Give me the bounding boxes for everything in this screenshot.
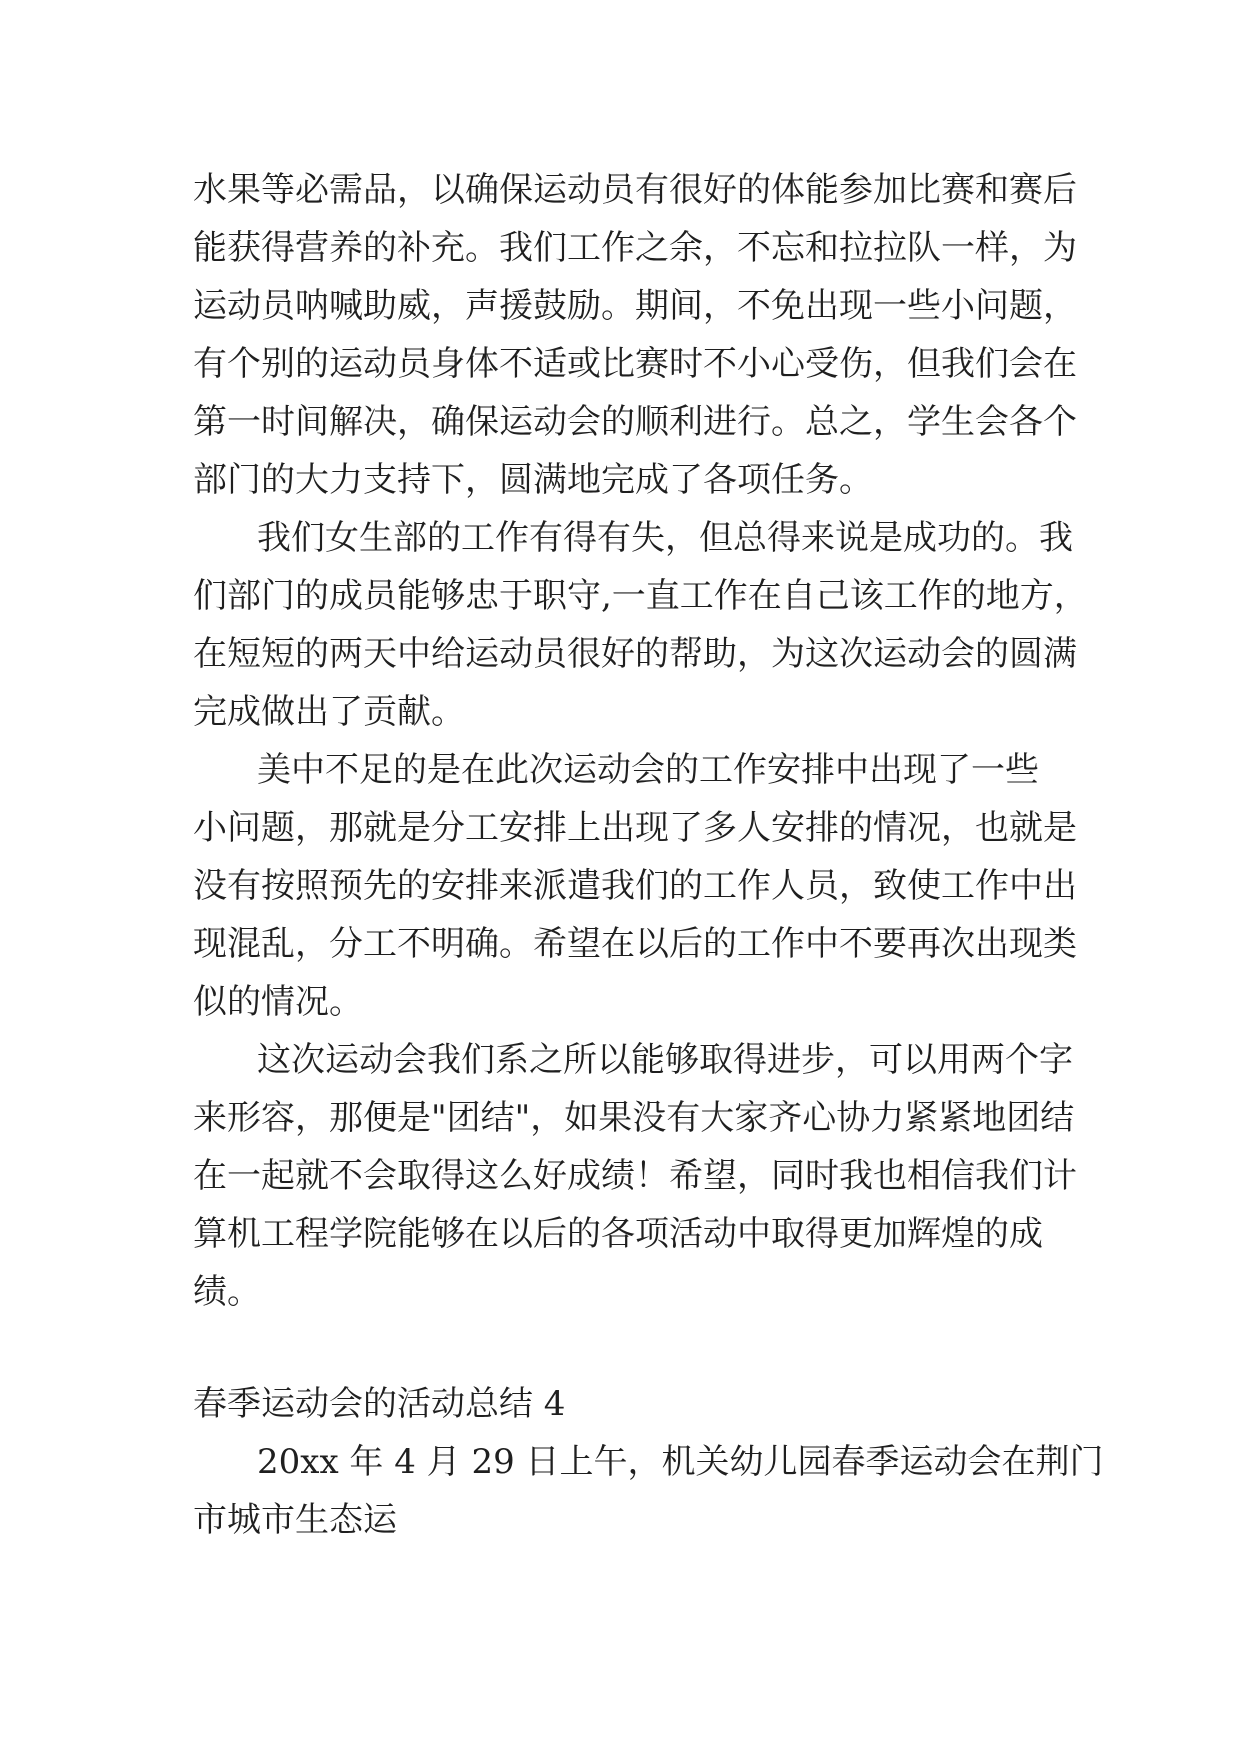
- paragraph-line: 我们女生部的工作有得有失，但总得来说是成功的。我: [257, 518, 1073, 558]
- section-heading: 春季运动会的活动总结 4: [193, 1384, 566, 1424]
- paragraph-line: 能获得营养的补充。我们工作之余，不忘和拉拉队一样，为: [193, 228, 1077, 268]
- paragraph-line: 这次运动会我们系之所以能够取得进步，可以用两个字: [257, 1040, 1073, 1080]
- paragraph-line: 部门的大力支持下，圆满地完成了各项任务。: [193, 460, 873, 500]
- paragraph-line: 完成做出了贡献。: [193, 692, 465, 732]
- paragraph-line: 没有按照预先的安排来派遣我们的工作人员，致使工作中出: [193, 866, 1077, 906]
- paragraph-line: 20xx 年 4 月 29 日上午，机关幼儿园春季运动会在荆门: [257, 1442, 1104, 1482]
- paragraph-line: 们部门的成员能够忠于职守,一直工作在自己该工作的地方，: [193, 576, 1088, 616]
- paragraph-line: 有个别的运动员身体不适或比赛时不小心受伤，但我们会在: [193, 344, 1077, 384]
- paragraph-line: 现混乱，分工不明确。希望在以后的工作中不要再次出现类: [193, 924, 1077, 964]
- paragraph-line: 绩。: [193, 1272, 261, 1312]
- paragraph-line: 市城市生态运: [193, 1500, 397, 1540]
- paragraph-line: 来形容，那便是"团结"，如果没有大家齐心协力紧紧地团结: [193, 1098, 1075, 1138]
- paragraph-line: 在一起就不会取得这么好成绩！希望，同时我也相信我们计: [193, 1156, 1077, 1196]
- paragraph-line: 第一时间解决，确保运动会的顺利进行。总之，学生会各个: [193, 402, 1077, 442]
- paragraph-line: 运动员呐喊助威，声援鼓励。期间，不免出现一些小问题，: [193, 286, 1077, 326]
- paragraph-line: 在短短的两天中给运动员很好的帮助，为这次运动会的圆满: [193, 634, 1077, 674]
- paragraph-line: 似的情况。: [193, 982, 363, 1022]
- paragraph-line: 水果等必需品，以确保运动员有很好的体能参加比赛和赛后: [193, 170, 1077, 210]
- paragraph-line: 美中不足的是在此次运动会的工作安排中出现了一些: [257, 750, 1039, 790]
- paragraph-line: 小问题，那就是分工安排上出现了多人安排的情况，也就是: [193, 808, 1077, 848]
- paragraph-line: 算机工程学院能够在以后的各项活动中取得更加辉煌的成: [193, 1214, 1043, 1254]
